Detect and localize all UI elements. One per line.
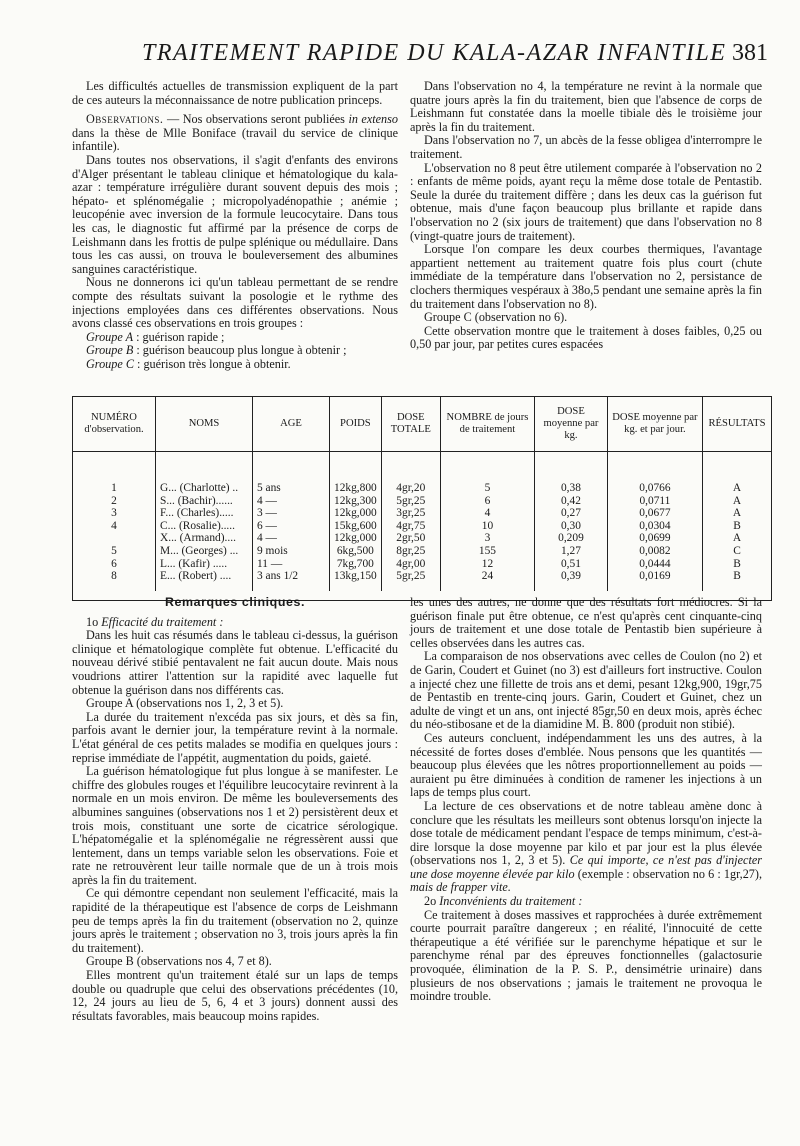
cell-name: M... (Georges) ...: [156, 545, 253, 558]
group-label: Groupe A: [86, 329, 134, 344]
cell-num: [73, 532, 156, 545]
subtitle-number: 1o: [86, 614, 102, 629]
header-dose-kg: DOSE moyenne par kg.: [535, 397, 608, 452]
group-label: Groupe B: [86, 343, 134, 358]
paragraph: L'observation no 8 peut être utilement comparée à l'observation no 2 : enfants de même poids, ayant reçu la même dose totale de Pentastib. Seule la durée du traitement diffère ; dans les deux cas la guérison fut obtenue, mais d'une façon beaucoup plus brillante et rapide dans l'observation no 2 (six jours de traitement) que dans l'observation no 8 (vingt-quatre jours de traitement).: [410, 160, 762, 243]
cell-weight: 13kg,150: [330, 570, 382, 583]
header-dose-total: DOSE TOTALE: [381, 397, 440, 452]
paragraph: Nous ne donnerons ici qu'un tableau permettant de se rendre compte des résultats suivant la posologie et le rythme des injections employées dans ces différentes observations. Nous avons classé ces observations en trois groupes :: [72, 275, 398, 331]
table-spacer-row: [73, 583, 771, 591]
cell-dose-day: 0,0677: [607, 507, 702, 520]
cell-dose: 4gr,20: [381, 482, 440, 495]
cell-weight: 12kg,000: [330, 532, 382, 545]
cell-weight: 7kg,700: [330, 558, 382, 571]
text-span: (exemple : observation no 6 : 1gr,27),: [574, 866, 762, 881]
header-age: AGE: [253, 397, 330, 452]
cell-weight: 12kg,300: [330, 495, 382, 508]
cell-name: L... (Kafir) .....: [156, 558, 253, 571]
table-row: [73, 570, 771, 583]
cell-num: 4: [111, 519, 117, 532]
cell-age: 6 —: [253, 520, 330, 533]
cell-name: X... (Armand)....: [156, 532, 253, 545]
paragraph: Dans l'observation no 7, un abcès de la fesse obligea d'interrompre le traitement.: [410, 133, 762, 161]
page-header: [72, 40, 772, 70]
cell-num: 1: [111, 482, 117, 494]
cell-weight: 6kg,500: [330, 545, 382, 558]
paragraph: Lorsque l'on compare les deux courbes thermiques, l'avantage appartient nettement au traitement quatre fois plus court (chute immédiate de la température dans l'observation no 2, persistance de clochers thermiques vespéraux à 38o,5 pendant une semaine après la fin du traitement dans l'observation no 8).: [410, 242, 762, 311]
cell-weight: 12kg,000: [330, 507, 382, 520]
cell-name: F... (Charles).....: [156, 507, 253, 520]
cell-dose: 2gr,50: [381, 532, 440, 545]
table-row: [73, 507, 771, 520]
cell-dose: 4gr,00: [381, 558, 440, 571]
results-table: [73, 397, 771, 591]
paragraph: Ce qui démontre cependant non seulement l'efficacité, mais la rapidité de la thérapeutique est l'absence de corps de Leishmann peu de temps après la fin du traitement (observation no 2, quinze jours après le traitement ; observation no 3, trois jours après la fin du traitement).: [72, 886, 398, 955]
cell-weight: 15kg,600: [330, 520, 382, 533]
table-row: [73, 545, 771, 558]
cell-dose-kg: 0,30: [535, 520, 608, 533]
cell-num: 2: [111, 494, 117, 507]
table-row: [73, 520, 771, 533]
cell-result: B: [703, 570, 772, 583]
cell-days: 24: [440, 570, 534, 583]
paragraph: Dans toutes nos observations, il s'agit d'enfants des environs d'Alger présentant le tableau clinique et hématologique du kala-azar : température irrégulière durant souvent depuis des mois ; hépato- et splénomégalie ; micropolyadénopathie ; anémie ; leucopénie avec inversion de la formule leucocytaire. Dans tous les cas, le diagnostic fut affirmé par la présence de corps de Leishmann dans les frottis de pulpe splénique ou médullaire. Dans tous les cas aussi, on trouva le bouleversement des albumines sanguines caractéristique.: [72, 152, 398, 276]
text-span: dans la thèse de Mlle Boniface (travail du service de clinique infantile).: [72, 125, 398, 154]
cell-name: G... (Charlotte) ..: [156, 482, 253, 495]
italic-text: Ce qui importe, ce n'est pas d'injecter une dose moyenne élevée par kilo: [410, 853, 763, 881]
cell-num: 8: [111, 570, 117, 583]
header-weight: POIDS: [330, 397, 382, 452]
cell-dose-kg: 0,51: [535, 558, 608, 571]
running-title: TRAITEMENT RAPIDE DU KALA-AZAR INFANTILE: [142, 40, 727, 66]
text-span: La lecture de ces observations et de notre tableau amène donc à conclure que les résultats les meilleurs sont obtenus lorsqu'on injecte la dose totale de médicament pendant l'espace de temps minimum, c'est-à-dire lorsque la dose moyenne par kilo et par jour est la plus élevée (observations nos 1, 2, 3 et 5).: [410, 798, 762, 868]
cell-name: C... (Rosalie).....: [156, 520, 253, 533]
top-left-column: [72, 80, 398, 371]
group-text: : guérison beaucoup plus longue à obtenir ;: [133, 343, 347, 358]
italic-text: mais de frapper vite.: [410, 880, 511, 895]
cell-result: A: [703, 507, 772, 520]
cell-dose-day: 0,0711: [607, 495, 702, 508]
bottom-right-column: [410, 596, 762, 1004]
paragraph: Les difficultés actuelles de transmission expliquent de la part de ces auteurs la méconnaissance de notre publication princeps.: [72, 79, 398, 107]
cell-result: B: [703, 558, 772, 571]
header-dose-day: DOSE moyenne par kg. et par jour.: [607, 397, 702, 452]
group-text: : guérison rapide ;: [133, 329, 225, 344]
cell-age: 5 ans: [253, 482, 330, 495]
header-name: NOMS: [156, 397, 253, 452]
cell-dose-kg: 0,209: [535, 532, 608, 545]
observations-label: Observations.: [86, 112, 164, 127]
paragraph: Ces auteurs concluent, indépendamment les uns des autres, à la nécessité de fortes doses d'emblée. Nous pensons que les quantités — beaucoup plus élevées que les nôtres proportionnellement au poids — auraient pu être diminuées à condition de ramener les injections à un laps de temps plus court.: [410, 730, 762, 800]
cell-dose: 8gr,25: [381, 545, 440, 558]
cell-dose-kg: 0,38: [535, 482, 608, 495]
cell-age: 4 —: [253, 495, 330, 508]
cell-dose-kg: 1,27: [535, 545, 608, 558]
paragraph: Elles montrent qu'un traitement étalé sur un laps de temps double ou quadruple que celui des observations précédentes (10, 12, 24 jours au lieu de 5, 6, 4 et 3 jours) donnent aussi des résultats favorables, mais beaucoup moins rapides.: [72, 968, 398, 1023]
group-label: Groupe C: [86, 356, 134, 371]
cell-days: 4: [440, 507, 534, 520]
cell-dose-day: 0,0082: [607, 545, 702, 558]
table-row: [73, 532, 771, 545]
table-row: [73, 482, 771, 495]
header-result: RÉSULTATS: [703, 397, 772, 452]
paragraph: Groupe C (observation no 6).: [424, 310, 568, 325]
bottom-left-column: [72, 596, 398, 1023]
cell-dose: 3gr,25: [381, 507, 440, 520]
paragraph-conclusion: [410, 800, 762, 895]
cell-age: 11 —: [253, 558, 330, 571]
cell-result: C: [703, 545, 772, 558]
group-line: [72, 331, 398, 345]
subtitle-text: Efficacité du traitement :: [101, 614, 224, 629]
italic-text: in extenso: [348, 112, 398, 127]
paragraph: Dans les huit cas résumés dans le tableau ci-dessus, la guérison clinique et hématologique complète fut obtenue. L'efficacité du nouveau dérivé stibié pentavalent ne fait aucun doute. Mais nous voudrions attirer l'attention sur la rapidité avec laquelle fut obtenue la guérison dans nos différents cas.: [72, 628, 398, 697]
paragraph: La guérison hématologique fut plus longue à se manifester. Le chiffre des globules rouges et l'équilibre leucocytaire revinrent à la normale en un mois environ. De même les bouleversements des albumines sanguines (observations nos 1 et 2) persistèrent deux et trois mois, constituant une sorte de cicatrice sérologique. L'hépatomégalie et la splénomégalie ne régressèrent aussi que lentement, dans un temps variable selon les observations. Foie et rate ne retrouvèrent leur taille normale que de un à trois mois après la fin du traitement.: [72, 764, 398, 887]
table-row: [73, 558, 771, 571]
top-right-column: [410, 80, 762, 352]
cell-days: 155: [440, 545, 534, 558]
paragraph: Cette observation montre que le traitement à doses faibles, 0,25 ou 0,50 par jour, par petites cures espacées: [410, 323, 762, 352]
cell-days: 6: [440, 495, 534, 508]
cell-dose: 4gr,75: [381, 520, 440, 533]
subtitle: [410, 895, 762, 909]
paragraph: les unes des autres, ne donne que des résultats fort médiocres. Si la guérison finale put être obtenue, ce n'est qu'après cent cinquante-cinq jours de traitement et une dose totale de Pentastib bien supérieure à celles observées dans les autres cas.: [410, 595, 762, 650]
cell-age: 3 —: [253, 507, 330, 520]
cell-dose-day: 0,0169: [607, 570, 702, 583]
cell-result: A: [703, 482, 772, 495]
page-number: 381: [732, 40, 768, 66]
paragraph: Groupe A (observations nos 1, 2, 3 et 5).: [86, 696, 284, 711]
cell-age: 9 mois: [253, 545, 330, 558]
paragraph: Dans l'observation no 4, la température ne revint à la normale que quatre jours après la fin du traitement, bien que l'absence de corps de Leishmann fut constatée dans la moelle tibiale dès le troisième jour après la fin du traitement.: [410, 79, 762, 134]
cell-dose-day: 0,0304: [607, 520, 702, 533]
table-row: [73, 495, 771, 508]
cell-dose-day: 0,0699: [607, 532, 702, 545]
cell-name: S... (Bachir)......: [156, 495, 253, 508]
cell-dose-day: 0,0766: [607, 482, 702, 495]
cell-dose-kg: 0,27: [535, 507, 608, 520]
text-span: — Nos observations seront publiées: [163, 112, 349, 127]
subtitle-text: Inconvénients du traitement :: [439, 894, 583, 909]
cell-days: 10: [440, 520, 534, 533]
table-body: [73, 452, 771, 591]
paragraph: La durée du traitement n'excéda pas six jours, et dès sa fin, parfois avant le dernier jour, la température revint à la normale. L'état général de ces petits malades se modifia en quelques jours : reprise immédiate de l'appétit, augmentation du poids, gaieté.: [72, 709, 398, 765]
group-text: : guérison très longue à obtenir.: [133, 356, 291, 371]
cell-num: 6: [111, 557, 117, 570]
cell-dose: 5gr,25: [381, 570, 440, 583]
cell-dose-kg: 0,39: [535, 570, 608, 583]
group-line: [72, 358, 398, 372]
table-spacer-row: [73, 452, 771, 483]
paragraph-observations: [72, 113, 398, 154]
cell-result: A: [703, 495, 772, 508]
results-table-frame: [72, 396, 772, 601]
cell-weight: 12kg,800: [330, 482, 382, 495]
cell-days: 12: [440, 558, 534, 571]
paragraph: Ce traitement à doses massives et rapprochées à durée extrêmement courte pourrait paraître dangereux ; en réalité, l'innocuité de cette thérapeutique a été vérifiée sur le parenchyme hépatique et sur le parenchyme rénal par des épreuves fonctionnelles (galactosurie provoquée, élimination de la P. S. P., densimétrie urinaire) dans plusieurs de nos observations ; jamais le traitement ne provoqua le moindre trouble.: [410, 907, 762, 1004]
subtitle-number: 2o: [424, 894, 440, 909]
paragraph: La comparaison de nos observations avec celles de Coulon (no 2) et de Garin, Coudert et Guinet (no 3) est d'ailleurs fort instructive. Coulon a injecté chez une fillette de trois ans et demi, pesant 12kg,900, 19gr,75 de Pentastib en trente-cinq jours. Garin, Coudert et Guinet, chez un adulte de vingt et un ans, ont injecté 85gr,50 en deux mois, après échec du néo-stibosane et de la diamidine M. B. 800 (produit non stibié).: [410, 649, 762, 732]
cell-days: 5: [440, 482, 534, 495]
cell-dose-kg: 0,42: [535, 495, 608, 508]
cell-num: 3: [111, 507, 117, 520]
group-line: [72, 344, 398, 358]
cell-result: A: [703, 532, 772, 545]
cell-age: 4 —: [253, 532, 330, 545]
subtitle: [72, 616, 398, 630]
cell-days: 3: [440, 532, 534, 545]
header-days: NOMBRE de jours de traitement: [440, 397, 534, 452]
paragraph: Groupe B (observations nos 4, 7 et 8).: [86, 954, 272, 969]
section-title: Remarques cliniques.: [164, 595, 306, 609]
cell-num: 5: [111, 544, 117, 557]
header-num: NUMÉRO d'observation.: [73, 397, 156, 452]
table-header-row: [73, 397, 771, 452]
cell-dose-day: 0,0444: [607, 558, 702, 571]
cell-age: 3 ans 1/2: [253, 570, 330, 583]
cell-dose: 5gr,25: [381, 495, 440, 508]
cell-result: B: [703, 520, 772, 533]
cell-name: E... (Robert) ....: [156, 570, 253, 583]
